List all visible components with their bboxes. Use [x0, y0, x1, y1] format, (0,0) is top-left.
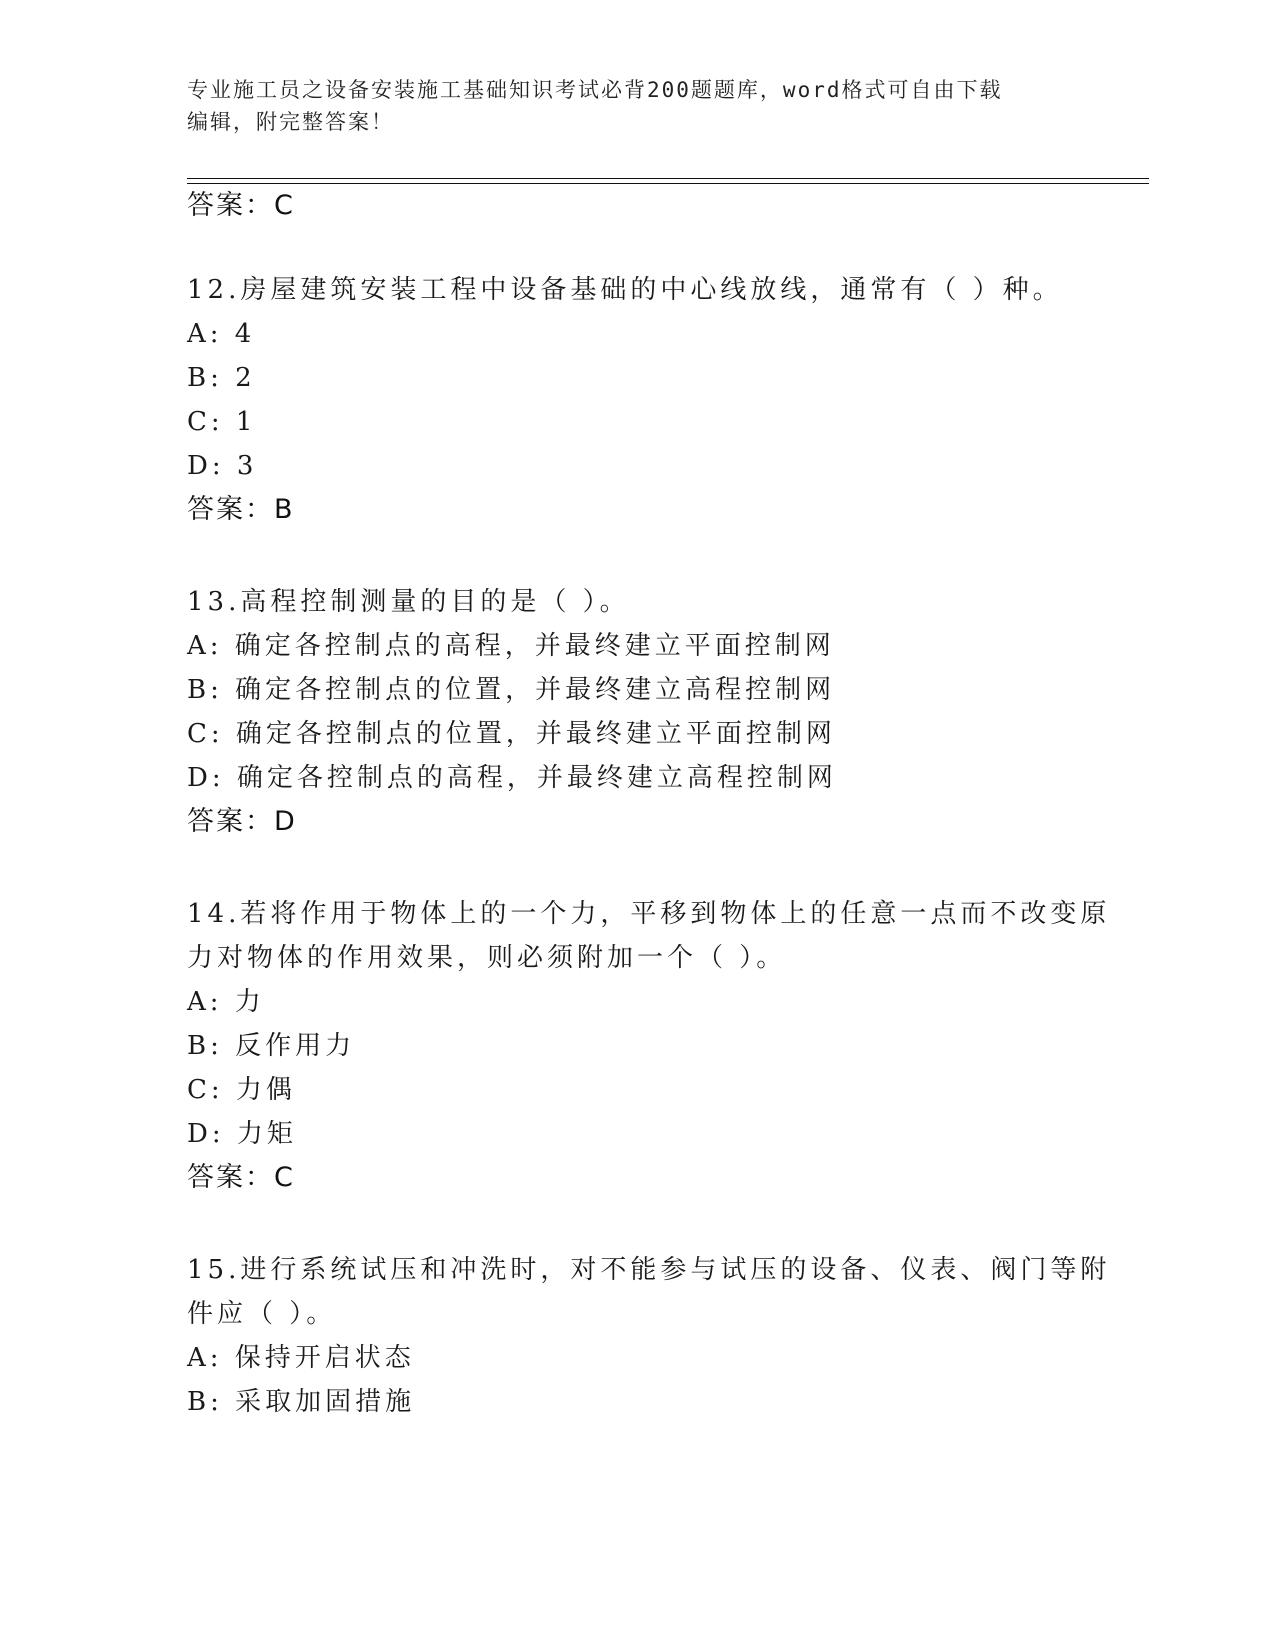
header-divider-top	[187, 178, 1149, 179]
question-14-option-d: D: 力矩	[187, 1119, 297, 1149]
question-14-option-b: B: 反作用力	[187, 1031, 356, 1061]
question-12-answer: 答案：B	[187, 494, 295, 525]
question-14-answer: 答案：C	[187, 1162, 295, 1193]
question-14-option-c: C: 力偶	[187, 1075, 296, 1105]
question-12-option-b: B: 2	[187, 363, 256, 393]
question-12-option-c: C: 1	[187, 407, 257, 437]
document-header	[187, 74, 1087, 138]
question-14-stem-line-1: 14.若将作用于物体上的一个力，平移到物体上的任意一点而不改变原	[187, 899, 1111, 929]
question-13-option-b: B: 确定各控制点的位置，并最终建立高程控制网	[187, 675, 836, 705]
question-13-option-c: C: 确定各控制点的位置，并最终建立平面控制网	[187, 719, 836, 749]
header-line-2: 编辑，附完整答案！	[187, 110, 394, 134]
question-15-stem-line-1: 15.进行系统试压和冲洗时，对不能参与试压的设备、仪表、阀门等附	[187, 1255, 1111, 1285]
question-12-option-a: A: 4	[187, 319, 256, 349]
previous-answer: 答案：C	[187, 190, 295, 221]
question-14-option-a: A: 力	[187, 987, 265, 1017]
question-14-stem-line-2: 力对物体的作用效果，则必须附加一个（ ）。	[187, 943, 787, 973]
question-13-option-a: A: 确定各控制点的高程，并最终建立平面控制网	[187, 631, 835, 661]
question-13-option-d: D: 确定各控制点的高程，并最终建立高程控制网	[187, 763, 837, 793]
question-15-option-b: B: 采取加固措施	[187, 1387, 416, 1417]
question-15-stem-line-2: 件应（ ）。	[187, 1299, 337, 1329]
question-13-stem: 13.高程控制测量的目的是（ ）。	[187, 587, 630, 617]
question-15-option-a: A: 保持开启状态	[187, 1343, 415, 1373]
question-12-stem: 12.房屋建筑安装工程中设备基础的中心线放线，通常有（ ）种。	[187, 275, 1063, 305]
header-line-1: 专业施工员之设备安装施工基础知识考试必背200题题库，word格式可自由下载	[187, 78, 1003, 102]
question-12-option-d: D: 3	[187, 451, 258, 481]
header-divider-bottom	[187, 183, 1149, 184]
question-13-answer: 答案：D	[187, 806, 297, 837]
